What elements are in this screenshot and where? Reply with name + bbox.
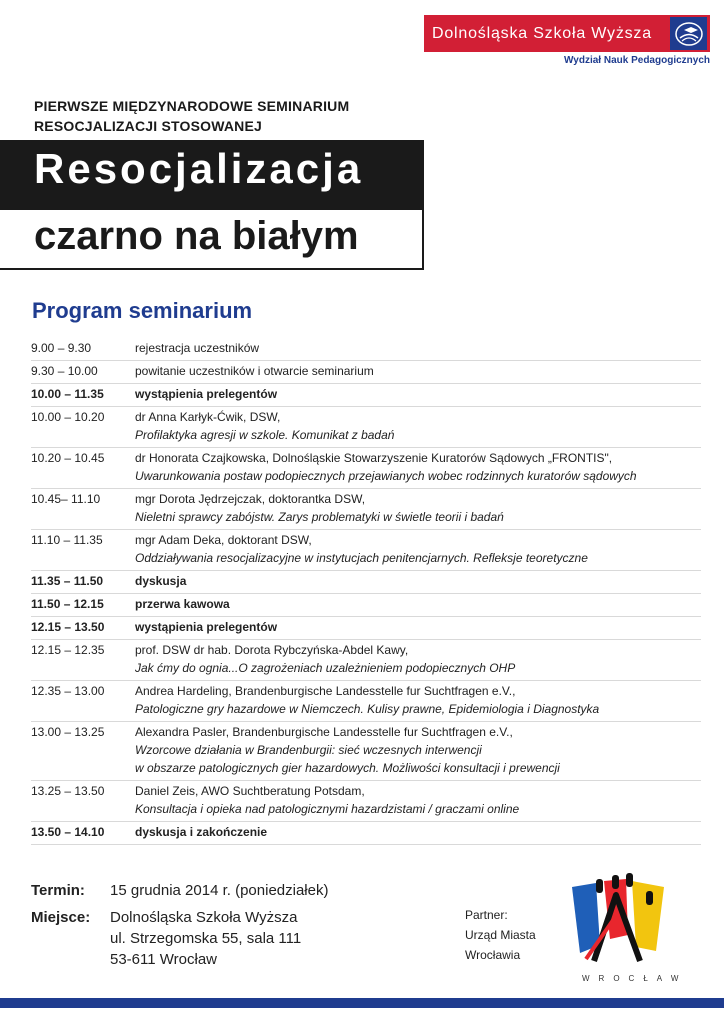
schedule-description bbox=[135, 490, 701, 526]
schedule-text: dyskusja i zakończenie bbox=[135, 825, 268, 839]
bottom-bar bbox=[0, 998, 724, 1008]
schedule-talk-title: Konsultacja i opieka nad patologicznymi hazardzistami / graczami online bbox=[135, 802, 520, 816]
termin-label: Termin: bbox=[31, 882, 85, 899]
schedule-row bbox=[31, 448, 701, 489]
schedule-text: dr Honorata Czajkowska, Dolnośląskie Stowarzyszenie Kuratorów Sądowych „FRONTIS", bbox=[135, 451, 613, 465]
partner-line-2: Wrocławia bbox=[465, 948, 521, 962]
schedule-text: przerwa kawowa bbox=[135, 597, 230, 611]
graduation-cap-book-icon bbox=[670, 17, 707, 50]
wroclaw-city-logo-icon bbox=[566, 873, 686, 973]
schedule-talk-title: Jak ćmy do ognia...O zagrożeniach uzależnieniem podopiecznych OHP bbox=[135, 661, 516, 675]
schedule-row bbox=[31, 681, 701, 722]
schedule-time: 11.35 – 11.50 bbox=[31, 574, 104, 588]
schedule-description bbox=[135, 618, 701, 636]
schedule-time: 9.30 – 10.00 bbox=[31, 364, 98, 378]
wroclaw-logo-text: WROCŁAW bbox=[582, 974, 688, 983]
faculty-name: Wydział Nauk Pedagogicznych bbox=[564, 55, 710, 66]
schedule-time: 13.25 – 13.50 bbox=[31, 784, 105, 798]
schedule-text: wystąpienia prelegentów bbox=[135, 620, 278, 634]
miejsce-line-3: 53-611 Wrocław bbox=[110, 951, 217, 968]
schedule-row bbox=[31, 781, 701, 822]
schedule-talk-title: Patologiczne gry hazardowe w Niemczech. Kulisy prawne, Epidemiologia i Diagnostyka bbox=[135, 702, 600, 716]
schedule-time: 12.15 – 12.35 bbox=[31, 643, 105, 657]
schedule-row bbox=[31, 594, 701, 617]
institution-name: Dolnośląska Szkoła Wyższa bbox=[432, 24, 652, 42]
schedule-text: rejestracja uczestników bbox=[135, 341, 260, 355]
schedule-text: dr Anna Karłyk-Ćwik, DSW, bbox=[135, 410, 281, 424]
program-schedule bbox=[31, 338, 701, 845]
schedule-time: 13.50 – 14.10 bbox=[31, 825, 105, 839]
schedule-description bbox=[135, 385, 701, 403]
schedule-text: powitanie uczestników i otwarcie seminarium bbox=[135, 364, 374, 378]
schedule-time: 12.15 – 13.50 bbox=[31, 620, 105, 634]
schedule-row bbox=[31, 489, 701, 530]
schedule-description bbox=[135, 339, 701, 357]
schedule-row bbox=[31, 617, 701, 640]
schedule-time: 12.35 – 13.00 bbox=[31, 684, 105, 698]
schedule-row bbox=[31, 407, 701, 448]
kicker-line-2: RESOCJALIZACJI STOSOWANEJ bbox=[34, 118, 263, 134]
schedule-talk-title-cont: w obszarze patologicznych gier hazardowych. Możliwości konsultacji i prewencji bbox=[135, 761, 560, 775]
partner-block bbox=[465, 905, 536, 965]
institution-logo bbox=[424, 15, 710, 52]
schedule-description bbox=[135, 408, 701, 444]
schedule-time: 11.10 – 11.35 bbox=[31, 533, 103, 547]
title-line-2: czarno na białym bbox=[34, 214, 359, 258]
schedule-description bbox=[135, 531, 701, 567]
schedule-talk-title: Profilaktyka agresji w szkole. Komunikat z badań bbox=[135, 428, 395, 442]
schedule-row bbox=[31, 722, 701, 781]
schedule-row bbox=[31, 571, 701, 594]
schedule-description bbox=[135, 362, 701, 380]
schedule-text: Alexandra Pasler, Brandenburgische Landesstelle fur Suchtfragen e.V., bbox=[135, 725, 513, 739]
schedule-time: 9.00 – 9.30 bbox=[31, 341, 92, 355]
schedule-talk-title: Wzorcowe działania w Brandenburgii: sieć wczesnych interwencji bbox=[135, 743, 482, 757]
miejsce-line-2: ul. Strzegomska 55, sala 111 bbox=[110, 930, 302, 947]
termin-value: 15 grudnia 2014 r. (poniedziałek) bbox=[110, 882, 329, 899]
schedule-description bbox=[135, 572, 701, 590]
schedule-description bbox=[135, 782, 701, 818]
schedule-row bbox=[31, 338, 701, 361]
schedule-text: mgr Adam Deka, doktorant DSW, bbox=[135, 533, 312, 547]
schedule-text: dyskusja bbox=[135, 574, 187, 588]
schedule-time: 10.00 – 11.35 bbox=[31, 387, 104, 401]
schedule-talk-title: Nieletni sprawcy zabójstw. Zarys problematyki w świetle teorii i badań bbox=[135, 510, 504, 524]
schedule-description bbox=[135, 823, 701, 841]
seminar-kicker bbox=[34, 96, 349, 136]
schedule-talk-title: Oddziaływania resocjalizacyjne w instytucjach penitencjarnych. Refleksje teoretyczne bbox=[135, 551, 588, 565]
schedule-text: mgr Dorota Jędrzejczak, doktorantka DSW, bbox=[135, 492, 366, 506]
schedule-text: prof. DSW dr hab. Dorota Rybczyńska-Abdel Kawy, bbox=[135, 643, 409, 657]
schedule-row bbox=[31, 530, 701, 571]
schedule-talk-title: Uwarunkowania postaw podopiecznych przejawianych wobec rodzinnych kuratorów sądowych bbox=[135, 469, 637, 483]
schedule-time: 10.00 – 10.20 bbox=[31, 410, 105, 424]
schedule-time: 10.20 – 10.45 bbox=[31, 451, 105, 465]
schedule-row bbox=[31, 384, 701, 407]
termin-row bbox=[31, 880, 328, 901]
schedule-text: wystąpienia prelegentów bbox=[135, 387, 278, 401]
title-line-1: Resocjalizacja bbox=[34, 145, 364, 192]
schedule-text: Andrea Hardeling, Brandenburgische Landesstelle fur Suchtfragen e.V., bbox=[135, 684, 516, 698]
miejsce-label: Miejsce: bbox=[31, 909, 91, 926]
event-details bbox=[31, 880, 328, 970]
schedule-time: 13.00 – 13.25 bbox=[31, 725, 105, 739]
schedule-time: 11.50 – 12.15 bbox=[31, 597, 104, 611]
schedule-description bbox=[135, 641, 701, 677]
schedule-description bbox=[135, 449, 701, 485]
miejsce-row bbox=[31, 907, 328, 970]
program-heading: Program seminarium bbox=[32, 298, 253, 323]
partner-line-1: Urząd Miasta bbox=[465, 928, 536, 942]
miejsce-line-1: Dolnośląska Szkoła Wyższa bbox=[110, 909, 298, 926]
schedule-row bbox=[31, 822, 701, 845]
kicker-line-1: PIERWSZE MIĘDZYNARODOWE SEMINARIUM bbox=[34, 98, 350, 114]
partner-label: Partner: bbox=[465, 908, 508, 922]
schedule-row bbox=[31, 640, 701, 681]
schedule-time: 10.45– 11.10 bbox=[31, 492, 101, 506]
schedule-description bbox=[135, 595, 701, 613]
schedule-description bbox=[135, 682, 701, 718]
schedule-description bbox=[135, 723, 701, 777]
schedule-text: Daniel Zeis, AWO Suchtberatung Potsdam, bbox=[135, 784, 365, 798]
schedule-row bbox=[31, 361, 701, 384]
